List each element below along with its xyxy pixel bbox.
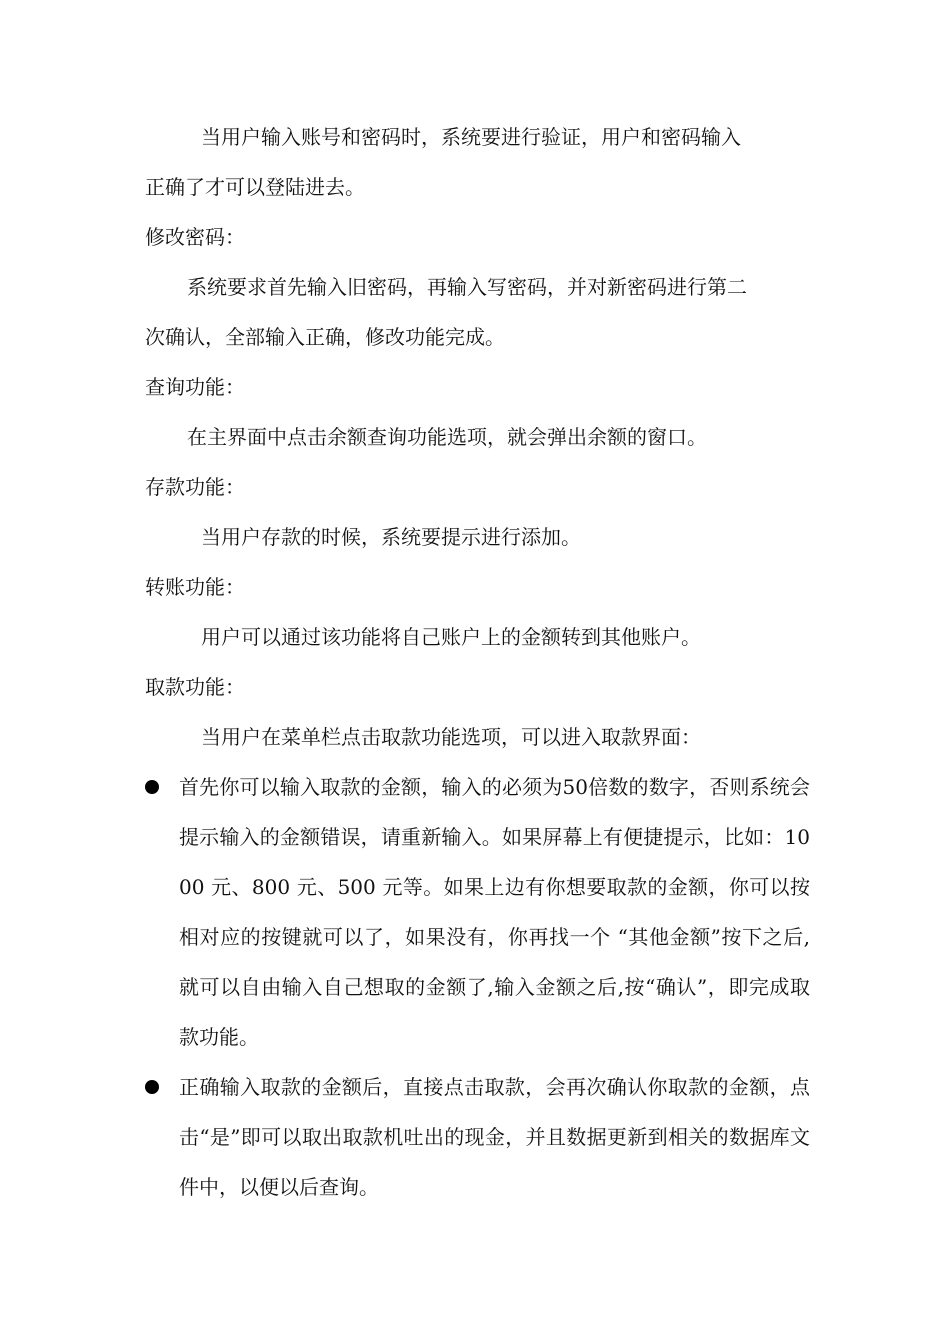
withdraw-heading: 取款功能：	[145, 675, 245, 699]
transfer-heading: 转账功能：	[145, 575, 245, 599]
bullet-text-1: 首先你可以输入取款的金额，输入的必须为50倍数的数字，否则系统会提示输入的金额错误，请重新输入。如果屏幕上有便捷提示，比如：1000 元、800 元、500 元等。如果上边有你想要取款的金额，你可以按相对应的按键就可以了，如果没有，你再找一个 “其他金额”按下之后,就可以自由输入自己想取的金额了,输入金额之后,按“确认”，即完成取款功能。	[179, 775, 810, 1049]
bullet-item-2	[145, 1062, 810, 1212]
query-heading: 查询功能：	[145, 375, 245, 399]
login-paragraph-line-2: 正确了才可以登陆进去。	[145, 175, 365, 199]
deposit-heading: 存款功能：	[145, 475, 245, 499]
transfer-paragraph: 用户可以通过该功能将自己账户上的金额转到其他账户。	[201, 625, 701, 649]
bullet-text-2: 正确输入取款的金额后，直接点击取款，会再次确认你取款的金额，点击“是”即可以取出取款机吐出的现金，并且数据更新到相关的数据库文件中，以便以后查询。	[179, 1075, 810, 1199]
document-body	[145, 112, 810, 1212]
deposit-paragraph: 当用户存款的时候，系统要提示进行添加。	[201, 525, 581, 549]
change-password-line-1: 系统要求首先输入旧密码，再输入写密码，并对新密码进行第二	[187, 275, 747, 299]
bullet-item-1	[145, 762, 810, 1062]
bullet-dot-icon	[145, 780, 159, 794]
login-paragraph-line-1: 当用户输入账号和密码时，系统要进行验证，用户和密码输入	[201, 125, 741, 149]
change-password-line-2: 次确认，全部输入正确，修改功能完成。	[145, 325, 505, 349]
query-paragraph: 在主界面中点击余额查询功能选项，就会弹出余额的窗口。	[187, 425, 707, 449]
bullet-dot-icon	[145, 1080, 159, 1094]
change-password-heading: 修改密码：	[145, 225, 245, 249]
withdraw-intro: 当用户在菜单栏点击取款功能选项，可以进入取款界面：	[201, 725, 701, 749]
